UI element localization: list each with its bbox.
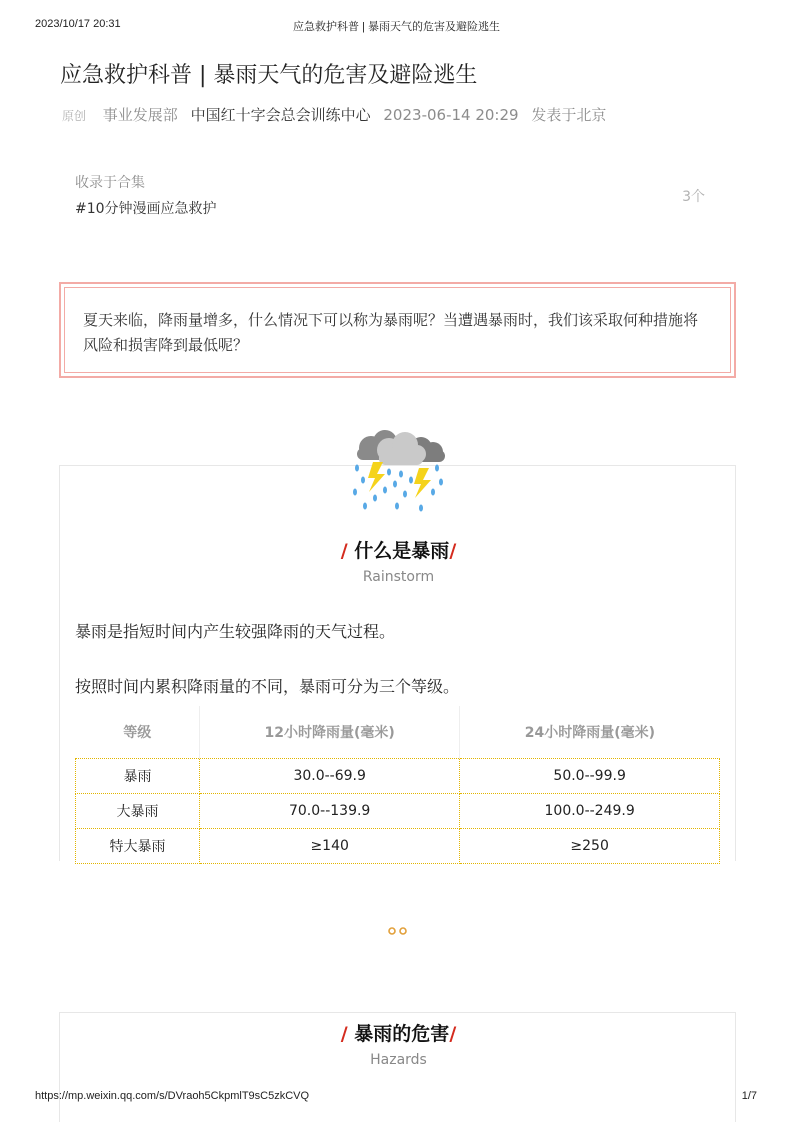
- table-cell: 70.0--139.9: [200, 794, 460, 829]
- table-row: [76, 759, 720, 794]
- intro-box: [59, 282, 736, 378]
- section-rainstorm-title: 什么是暴雨: [354, 540, 450, 562]
- table-cell: 50.0--99.9: [460, 759, 720, 794]
- collection-label: 收录于合集: [75, 175, 145, 191]
- section-rainstorm-subtitle: Rainstorm: [362, 569, 435, 585]
- collection-count: 3个: [682, 189, 705, 205]
- section-rainstorm-card: [59, 465, 736, 861]
- collection-block[interactable]: [75, 170, 715, 230]
- table-cell: 30.0--69.9: [200, 759, 460, 794]
- article-meta: [62, 104, 614, 125]
- table-header: 12小时降雨量(毫米): [200, 706, 460, 759]
- section-divider-dots-icon: [387, 926, 409, 936]
- rainstorm-definition: 暴雨是指短时间内产生较强降雨的天气过程。: [75, 622, 396, 641]
- heading-slash-left: /: [340, 540, 348, 562]
- original-tag: 原创: [62, 109, 87, 123]
- table-row: [76, 794, 720, 829]
- print-page-number: 1/7: [741, 1090, 757, 1102]
- table-cell: 大暴雨: [76, 794, 200, 829]
- table-header: 等级: [76, 706, 200, 759]
- heading-slash-right: /: [449, 1023, 457, 1045]
- section-hazards-subtitle: Hazards: [370, 1052, 427, 1068]
- storm-cloud-icon: [349, 428, 449, 516]
- section-hazards-heading: [60, 1019, 737, 1046]
- intro-text: 夏天来临，降雨量增多，什么情况下可以称为暴雨呢？当遭遇暴雨时，我们该采取何种措施将风险和损害降到最低呢？: [64, 287, 731, 373]
- account-link[interactable]: 中国红十字会总会训练中心: [190, 106, 371, 124]
- article-title: 应急救护科普 | 暴雨天气的危害及避险逃生: [60, 63, 478, 88]
- table-header: 24小时降雨量(毫米): [524, 725, 656, 741]
- print-url: https://mp.weixin.qq.com/s/DVraoh5CkpmlT9sC5zkCVQ: [35, 1090, 310, 1102]
- table-row: [76, 829, 720, 864]
- table-cell: 100.0--249.9: [460, 794, 720, 829]
- table-header-row: [76, 706, 720, 759]
- table-cell: 特大暴雨: [76, 829, 200, 864]
- table-cell: 暴雨: [76, 759, 200, 794]
- rainfall-table: [75, 706, 720, 864]
- publish-date: 2023-06-14 20:29: [383, 106, 519, 124]
- rainstorm-levels-intro: 按照时间内累积降雨量的不同，暴雨可分为三个等级。: [75, 677, 460, 696]
- print-header: [0, 18, 793, 34]
- table-cell: ≥250: [460, 829, 720, 864]
- collection-name[interactable]: #10分钟漫画应急救护: [75, 201, 217, 217]
- author-name: 事业发展部: [102, 106, 178, 124]
- print-doc-title: 应急救护科普 | 暴雨天气的危害及避险逃生: [293, 21, 500, 33]
- print-datetime: 2023/10/17 20:31: [35, 18, 121, 30]
- heading-slash-right: /: [449, 540, 457, 562]
- section-hazards-title: 暴雨的危害: [354, 1023, 450, 1045]
- table-cell: ≥140: [200, 829, 460, 864]
- section-rainstorm-heading: [60, 536, 737, 563]
- publish-location: 发表于北京: [531, 106, 607, 124]
- heading-slash-left: /: [340, 1023, 348, 1045]
- section-hazards-card: [59, 1012, 736, 1122]
